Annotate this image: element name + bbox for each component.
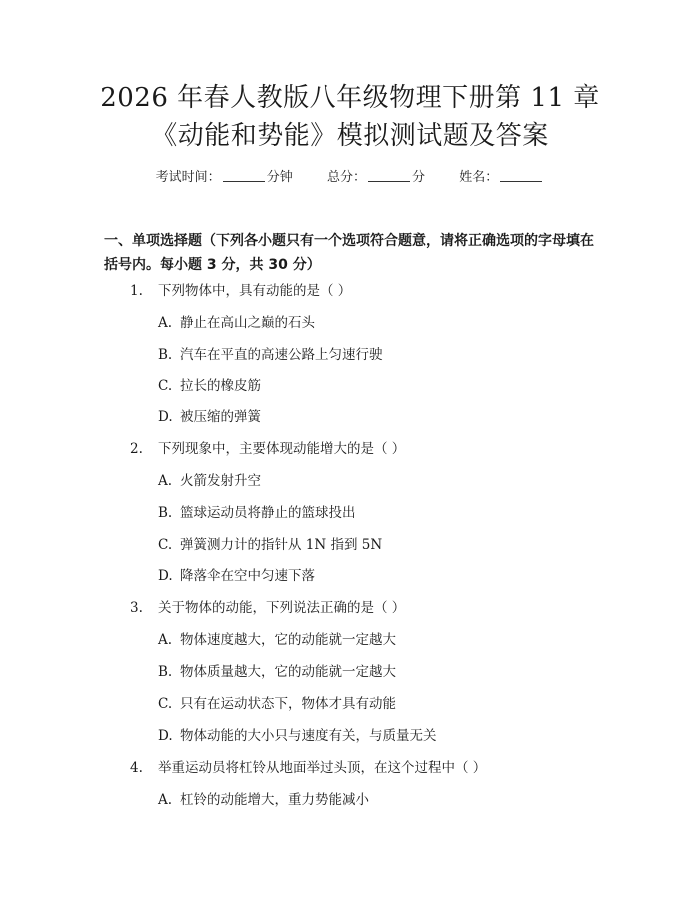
- option-letter: B.: [158, 664, 173, 680]
- option-text: 静止在高山之巅的石头: [180, 315, 315, 331]
- option-text: 只有在运动状态下，物体才具有动能: [180, 696, 396, 712]
- question-number: 4.: [130, 760, 143, 776]
- exam-meta-line: [0, 169, 700, 187]
- question-1: [130, 281, 351, 301]
- question-1-option-c: [158, 376, 261, 396]
- option-text: 物体速度越大，它的动能就一定越大: [180, 632, 396, 648]
- option-letter: D.: [158, 728, 173, 744]
- total-score-field: [327, 169, 425, 187]
- total-score-label: 总分：: [326, 170, 366, 185]
- question-1-option-a: [158, 313, 315, 333]
- question-number: 1.: [130, 283, 143, 299]
- option-letter: C.: [158, 537, 173, 553]
- option-letter: A.: [158, 473, 173, 489]
- option-text: 篮球运动员将静止的篮球投出: [180, 505, 356, 521]
- option-text: 弹簧测力计的指针从 1N 指到 5N: [180, 537, 383, 553]
- option-letter: A.: [158, 632, 173, 648]
- document-title-line-1: 2026 年春人教版八年级物理下册第 11 章: [100, 83, 600, 113]
- option-letter: C.: [158, 696, 173, 712]
- question-4: [130, 758, 486, 778]
- question-3-option-d: [158, 726, 437, 746]
- document-title-line-2: 《动能和势能》模拟测试题及答案: [151, 121, 549, 151]
- total-score-blank: [368, 169, 410, 182]
- question-2: [130, 439, 405, 459]
- question-1-option-d: [158, 407, 261, 427]
- question-number: 2.: [130, 441, 143, 457]
- question-3: [130, 598, 405, 618]
- option-text: 物体质量越大，它的动能就一定越大: [180, 664, 396, 680]
- question-1-option-b: [158, 345, 383, 365]
- option-letter: A.: [158, 792, 173, 808]
- option-text: 汽车在平直的高速公路上匀速行驶: [180, 347, 383, 363]
- question-text: 下列现象中，主要体现动能增大的是（ ）: [158, 441, 406, 457]
- option-letter: D.: [158, 409, 173, 425]
- option-text: 拉长的橡皮筋: [180, 378, 261, 394]
- option-letter: B.: [158, 505, 173, 521]
- option-letter: D.: [158, 568, 173, 584]
- exam-time-field: [156, 169, 293, 187]
- exam-time-label: 考试时间：: [155, 170, 221, 185]
- option-text: 物体动能的大小只与速度有关，与质量无关: [180, 728, 437, 744]
- option-letter: C.: [158, 378, 173, 394]
- option-text: 降落伞在空中匀速下落: [180, 568, 315, 584]
- question-2-option-b: [158, 503, 356, 523]
- exam-time-blank: [223, 169, 265, 182]
- option-text: 火箭发射升空: [180, 473, 261, 489]
- question-2-option-c: [158, 535, 382, 555]
- option-letter: B.: [158, 347, 173, 363]
- exam-time-unit: 分钟: [266, 170, 293, 185]
- student-name-label: 姓名：: [459, 170, 499, 185]
- student-name-blank: [500, 169, 542, 182]
- total-score-unit: 分: [412, 170, 426, 185]
- question-3-option-c: [158, 694, 396, 714]
- question-number: 3.: [130, 600, 143, 616]
- option-text: 杠铃的动能增大，重力势能减小: [180, 792, 369, 808]
- student-name-field: [459, 169, 544, 187]
- section-heading: 一、单项选择题（下列各小题只有一个选项符合题意，请将正确选项的字母填在括号内。每小题 3 分，共 30 分）: [104, 233, 594, 273]
- option-text: 被压缩的弹簧: [180, 409, 261, 425]
- question-3-option-b: [158, 662, 396, 682]
- option-letter: A.: [158, 315, 173, 331]
- question-4-option-a: [158, 790, 369, 810]
- question-text: 举重运动员将杠铃从地面举过头顶，在这个过程中（ ）: [158, 760, 487, 776]
- question-2-option-a: [158, 471, 261, 491]
- question-text: 下列物体中，具有动能的是（ ）: [158, 283, 352, 299]
- question-text: 关于物体的动能，下列说法正确的是（ ）: [158, 600, 406, 616]
- question-3-option-a: [158, 630, 396, 650]
- question-2-option-d: [158, 566, 315, 586]
